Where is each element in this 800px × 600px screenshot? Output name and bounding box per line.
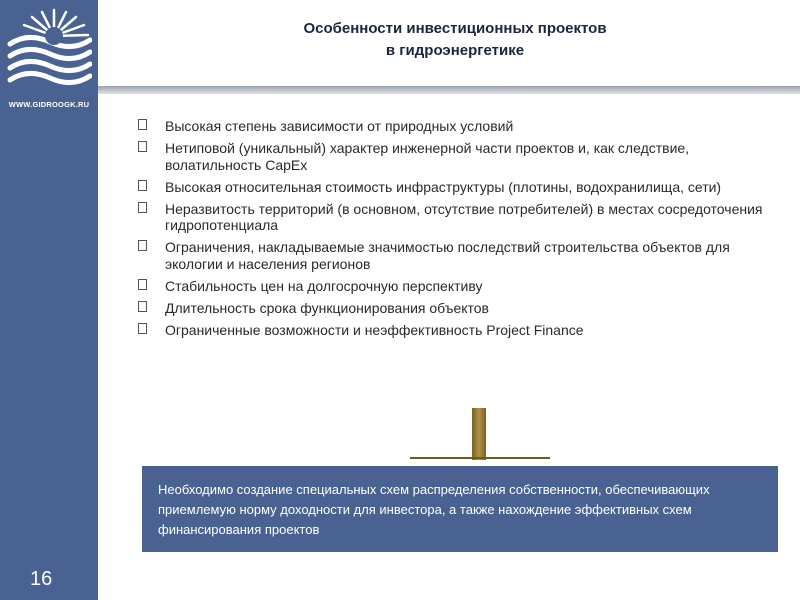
list-item bbox=[138, 179, 778, 196]
square-bullet-icon bbox=[138, 180, 147, 191]
connector-base bbox=[410, 457, 550, 459]
list-item bbox=[138, 201, 778, 234]
list-item bbox=[138, 118, 778, 135]
title-line-1: Особенности инвестиционных проектов bbox=[303, 20, 607, 37]
list-item-text: Ограничения, накладываемые значимостью последствий строительства объектов для экологии и населения регионов bbox=[165, 239, 730, 272]
page-number: 16 bbox=[30, 568, 53, 590]
page-title bbox=[110, 18, 800, 62]
square-bullet-icon bbox=[138, 202, 147, 213]
list-item bbox=[138, 239, 778, 272]
connector-bar bbox=[472, 408, 486, 460]
sun-waves-logo bbox=[6, 6, 92, 86]
square-bullet-icon bbox=[138, 119, 147, 130]
list-item bbox=[138, 278, 778, 295]
list-item bbox=[138, 322, 778, 339]
conclusion-text: Необходимо создание специальных схем распределения собственности, обеспечивающих приемлемую норму доходности для инвестора, а также нахождение эффективных схем финансирования проектов bbox=[158, 482, 710, 537]
square-bullet-icon bbox=[138, 323, 147, 334]
list-item-text: Ограниченные возможности и неэффективность Project Finance bbox=[165, 321, 584, 338]
list-item-text: Стабильность цен на долгосрочную перспективу bbox=[165, 277, 483, 294]
list-item bbox=[138, 300, 778, 317]
square-bullet-icon bbox=[138, 240, 147, 251]
list-item-text: Высокая степень зависимости от природных условий bbox=[165, 118, 514, 134]
header-divider bbox=[98, 86, 800, 94]
website-label: WWW.GIDROOGK.RU bbox=[8, 100, 90, 109]
list-item bbox=[138, 140, 778, 173]
list-item-text: Неразвитость территорий (в основном, отсутствие потребителей) в местах сосредоточения гидропотенциала bbox=[165, 200, 763, 233]
bullet-list bbox=[138, 118, 778, 344]
list-item-text: Нетиповой (уникальный) характер инженерной части проектов и, как следствие, волатильность CapEx bbox=[165, 140, 690, 173]
list-item-text: Высокая относительная стоимость инфраструктуры (плотины, водохранилища, сети) bbox=[165, 178, 722, 195]
square-bullet-icon bbox=[138, 141, 147, 152]
sidebar bbox=[0, 0, 98, 600]
square-bullet-icon bbox=[138, 279, 147, 290]
title-line-2: в гидроэнергетике bbox=[385, 42, 525, 59]
square-bullet-icon bbox=[138, 301, 147, 312]
list-item-text: Длительность срока функционирования объектов bbox=[165, 299, 489, 316]
conclusion-box bbox=[142, 466, 778, 552]
